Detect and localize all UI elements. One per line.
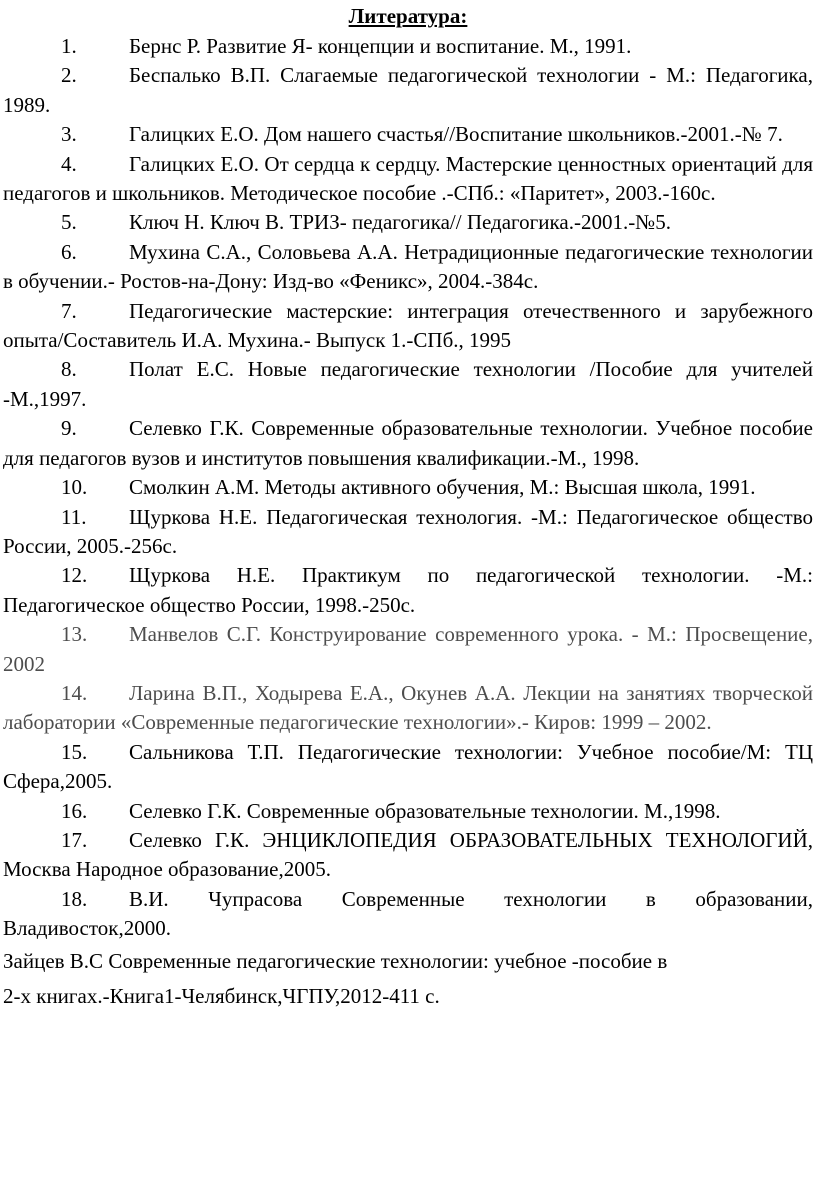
reference-text: Беспалько В.П. Слагаемые педагогической технологии - М.: Педагогика, 1989. xyxy=(3,63,813,117)
reference-text: Бернс Р. Развитие Я- концепции и воспитание. М., 1991. xyxy=(129,34,632,58)
page-title: Литература: xyxy=(348,4,468,28)
reference-entry-18 xyxy=(3,885,813,944)
reference-entry-4 xyxy=(3,150,813,209)
reference-text: Галицких Е.О. Дом нашего счастья//Воспитание школьников.-2001.-№ 7. xyxy=(129,122,783,147)
reference-text: Щуркова Н.Е. Педагогическая технология. -М.: Педагогическое общество России, 2005.-256с. xyxy=(3,504,813,558)
reference-entry-15 xyxy=(3,738,813,797)
reference-entry-9 xyxy=(3,414,813,473)
reference-entry-5 xyxy=(3,208,813,237)
reference-number: 6. xyxy=(61,239,77,264)
reference-text: Полат Е.С. Новые педагогические технологии /Пособие для учителей -М.,1997. xyxy=(3,357,813,411)
reference-text-line-2: 2-х книгах.-Книга1-Челябинск,ЧГПУ,2012-411 с. xyxy=(3,983,440,1008)
reference-text: Манвелов С.Г. Конструирование современного урока. - М.: Просвещение, 2002 xyxy=(3,622,813,676)
reference-entry-12 xyxy=(3,561,813,620)
reference-entry-16 xyxy=(3,797,813,826)
reference-entry-8 xyxy=(3,355,813,414)
reference-number: 8. xyxy=(61,357,77,382)
reference-entry-13 xyxy=(3,620,813,679)
reference-entry-11 xyxy=(3,503,813,562)
reference-number: 14. xyxy=(61,680,88,705)
reference-entry-3 xyxy=(3,120,813,149)
reference-text: Сальникова Т.П. Педагогические технологии: Учебное пособие/М: ТЦ Сфера,2005. xyxy=(3,739,813,794)
reference-text: Ларина В.П., Ходырева Е.А., Окунев А.А. Лекции на занятиях творческой лаборатории «Современные педагогические технологии».- Киров: 1999 – 2002. xyxy=(3,680,813,735)
reference-text: Ключ Н. Ключ В. ТРИЗ- педагогика// Педагогика.-2001.-№5. xyxy=(129,210,671,235)
reference-text: Смолкин А.М. Методы активного обучения, М.: Высшая школа, 1991. xyxy=(129,475,756,500)
reference-entry-6 xyxy=(3,238,813,297)
reference-number: 7. xyxy=(61,298,77,323)
reference-number: 9. xyxy=(61,416,77,441)
reference-number: 3. xyxy=(61,122,77,147)
reference-number: 17. xyxy=(61,827,88,852)
reference-text: Галицких Е.О. От сердца к сердцу. Мастерские ценностных ориентаций для педагогов и школьников. Методическое пособие .-СПб.: «Паритет», 2003.-160с. xyxy=(3,151,813,206)
reference-text-line-1: Зайцев В.С Современные педагогические технологии: учебное -пособие в xyxy=(3,948,668,973)
reference-text: Педагогические мастерские: интеграция отечественного и зарубежного опыта/Составитель И.А. Мухина.- Выпуск 1.-СПб., 1995 xyxy=(3,298,813,353)
reference-text: Селевко Г.К. Современные образовательные технологии. Учебное пособие для педагогов вузов и институтов повышения квалификации.-М., 1998. xyxy=(3,416,813,470)
reference-entry-17 xyxy=(3,826,813,885)
reference-number: 16. xyxy=(61,798,88,823)
reference-number: 1. xyxy=(61,34,77,58)
reference-entry-2 xyxy=(3,61,813,120)
reference-text: В.И. Чупрасова Современные технологии в образовании, Владивосток,2000. xyxy=(3,886,813,941)
reference-number: 2. xyxy=(61,63,77,88)
reference-text: Мухина С.А., Соловьева А.А. Нетрадиционные педагогические технологии в обучении.- Ростов-на-Дону: Изд-во «Феникс», 2004.-384с. xyxy=(3,239,813,294)
reference-number: 10. xyxy=(61,475,88,500)
reference-entry-unnumbered xyxy=(3,944,813,1014)
reference-number: 15. xyxy=(61,739,88,764)
reference-entry-14 xyxy=(3,679,813,738)
reference-entry-7 xyxy=(3,297,813,356)
reference-number: 13. xyxy=(61,622,88,647)
reference-number: 5. xyxy=(61,210,77,235)
reference-text: Селевко Г.К. Современные образовательные технологии. М.,1998. xyxy=(129,798,721,823)
reference-text: Селевко Г.К. ЭНЦИКЛОПЕДИЯ ОБРАЗОВАТЕЛЬНЫХ ТЕХНОЛОГИЙ, Москва Народное образование,2005. xyxy=(3,827,813,882)
reference-entry-10 xyxy=(3,473,813,502)
reference-number: 18. xyxy=(61,886,88,911)
reference-number: 11. xyxy=(61,504,87,529)
reference-list xyxy=(3,32,813,1014)
reference-number: 12. xyxy=(61,563,88,588)
reference-entry-1 xyxy=(3,32,813,61)
reference-number: 4. xyxy=(61,151,77,176)
reference-text: Щуркова Н.Е. Практикум по педагогической технологии. -М.: Педагогическое общество России, 1998.-250с. xyxy=(3,563,813,617)
